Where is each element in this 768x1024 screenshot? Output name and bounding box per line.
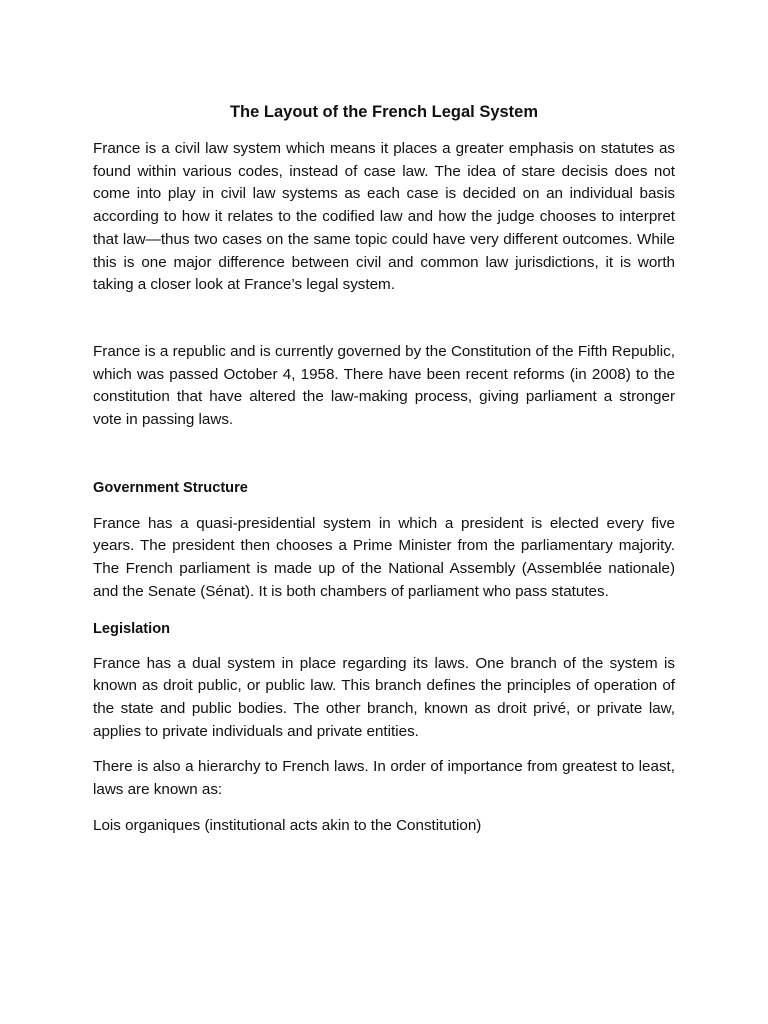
- hierarchy-paragraph: There is also a hierarchy to French laws. In order of importance from greatest to least, laws are known as:: [93, 758, 675, 799]
- document-page: [93, 100, 675, 837]
- government-paragraph: France has a quasi-presidential system in which a president is elected every five years. The president then chooses a Prime Minister from the parliamentary majority. The French parliament is made up of the National Assembly (Assemblée nationale) and the Senate (Sénat). It is both chambers of parliament who pass statutes.: [93, 514, 675, 600]
- legislation-paragraph: France has a dual system in place regarding its laws. One branch of the system is known as droit public, or public law. This branch defines the principles of operation of the state and public bodies. The other branch, known as droit privé, or private law, applies to private individuals and private entities.: [93, 654, 675, 740]
- spacer: [93, 604, 675, 618]
- spacer: [93, 432, 675, 477]
- intro-paragraph: France is a civil law system which means it places a greater emphasis on statutes as found within various codes, instead of case law. The idea of stare decisis does not come into play in civil law systems as each case is decided on an individual basis according to how it relates to the codified law and how the judge chooses to interpret that law—thus two cases on the same topic could have very different outcomes. While this is one major difference between civil and common law jurisdictions, it is worth taking a closer look at France’s legal system.: [93, 140, 675, 294]
- legislation-heading: Legislation: [93, 620, 171, 637]
- lois-organiques-line: Lois organiques (institutional acts akin to the Constitution): [93, 816, 482, 834]
- spacer: [93, 802, 675, 815]
- spacer: [93, 499, 675, 513]
- spacer: [93, 297, 675, 341]
- government-structure-heading: Government Structure: [93, 479, 248, 496]
- spacer: [93, 640, 675, 653]
- republic-paragraph: France is a republic and is currently governed by the Constitution of the Fifth Republic, which was passed October 4, 1958. There have been recent reforms (in 2008) to the constitution that have altered the law-making process, giving parliament a stronger vote in passing laws.: [93, 342, 675, 429]
- document-title: The Layout of the French Legal System: [229, 103, 539, 121]
- spacer: [93, 743, 675, 756]
